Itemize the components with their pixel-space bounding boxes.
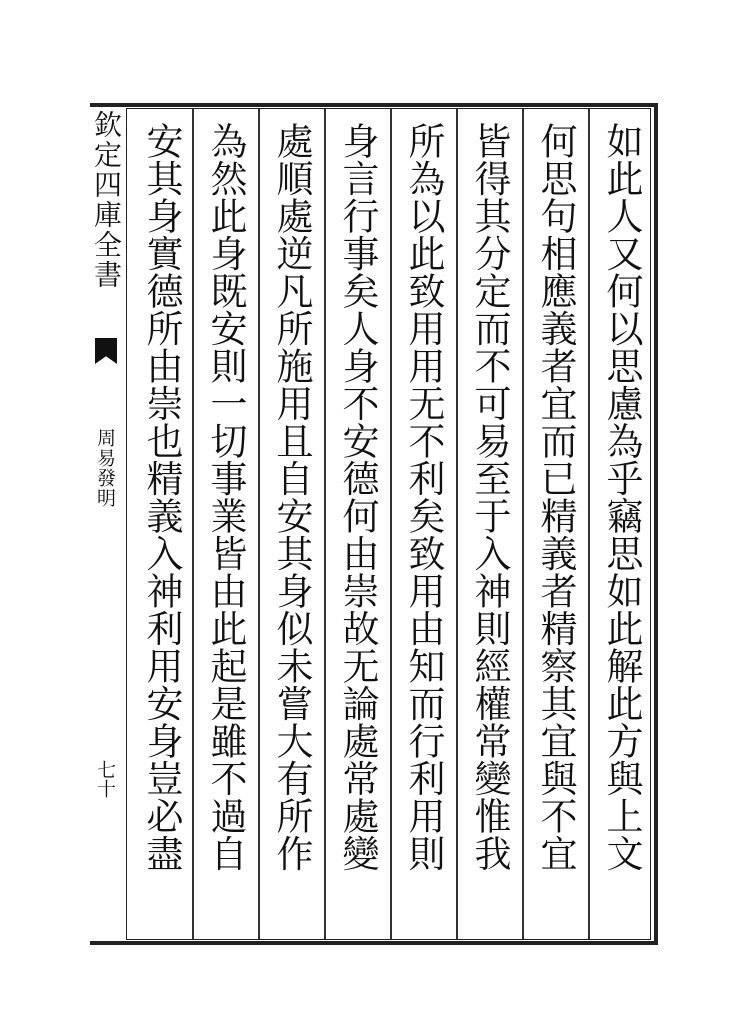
text-column-4: 所為以此致用用无不利矣致用由知而行利用則	[402, 122, 445, 872]
text-column-3: 皆得其分定而不可易至于入神則經權常變惟我	[468, 122, 511, 872]
text-column-7: 為然此身既安則一切事業皆由此起是雖不過自	[204, 122, 247, 872]
text-column-5: 身言行事矣人身不安德何由崇故无論處常處變	[336, 122, 379, 872]
text-column-2: 何思句相應義者宜而已精義者精察其宜與不宜	[534, 122, 577, 872]
margin-title: 欽定四庫全書	[90, 110, 123, 290]
margin-book-title: 周易發明	[94, 428, 116, 508]
text-column-6: 處順處逆凡所施用且自安其身似未嘗大有所作	[270, 122, 313, 872]
text-column-1: 如此人又何以思慮為乎竊思如此解此方與上文	[600, 122, 643, 872]
margin-page-number: 七十	[94, 760, 116, 798]
text-column-8: 安其身實德所由崇也精義入神利用安身豈必盡	[140, 122, 183, 872]
